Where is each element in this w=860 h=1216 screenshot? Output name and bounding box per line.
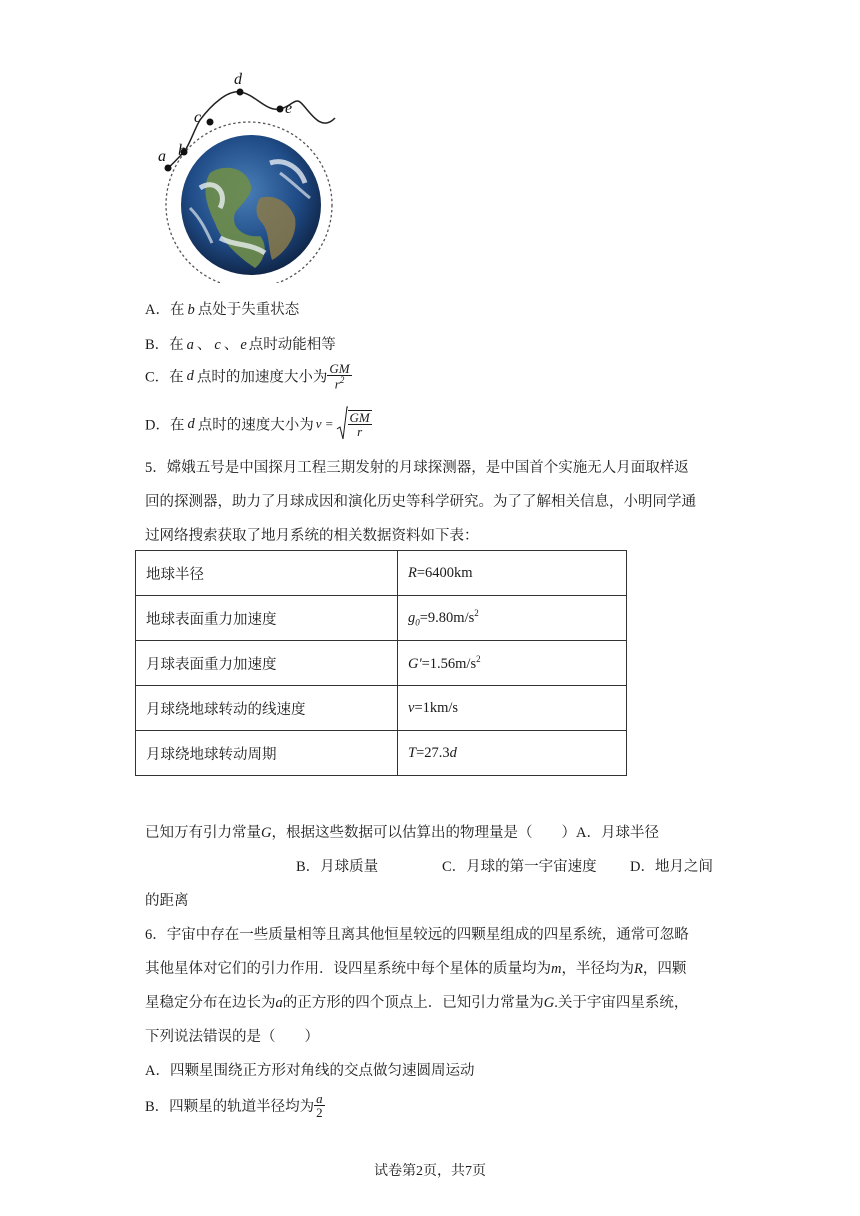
q5-option-b: B．月球质量 xyxy=(296,859,379,875)
q4-option-d: D．在 d 点时的速度大小为 v = $\frac{GM}{r}$ xyxy=(145,405,372,443)
table-row xyxy=(136,686,627,731)
table-row xyxy=(136,551,627,596)
earth-moon-data-table xyxy=(135,550,627,776)
fraction-gm-r2: $\frac{GM}{r^2}$ xyxy=(329,361,350,392)
table-cell-label: 地球表面重力加速度 xyxy=(136,596,398,641)
q5-line-1: 5．嫦娥五号是中国探月工程三期发射的月球探测器，是中国首个实施无人月面取样返 xyxy=(145,460,689,476)
label-b: b xyxy=(178,142,186,159)
q6-option-b: B．四颗星的轨道半径均为 $\frac{a}{2}$ xyxy=(145,1091,323,1120)
label-d: d xyxy=(234,71,242,88)
table-cell-value: R=6400km xyxy=(398,551,627,596)
table-row xyxy=(136,641,627,686)
point-a xyxy=(165,165,172,172)
table-cell-value: $g_0=9.80m/s^2$ xyxy=(398,596,627,641)
table-cell-label: 月球绕地球转动的线速度 xyxy=(136,686,398,731)
q5-line-2: 回的探测器，助力了月球成因和演化历史等科学研究。为了了解相关信息，小明同学通 xyxy=(145,494,696,510)
table-cell-value: $G'=1.56m/s^2$ xyxy=(398,641,627,686)
q4-option-b: B．在 a 、 c 、 e 点时动能相等 xyxy=(145,337,336,353)
table-cell-value: v=1km/s xyxy=(398,686,627,731)
q4-option-a: A．在 b 点处于失重状态 xyxy=(145,302,300,318)
table-row xyxy=(136,731,627,776)
label-c: c xyxy=(194,109,202,126)
q6-line-3: 星稳定分布在边长为a的正方形的四个顶点上．已知引力常量为G.关于宇宙四星系统， xyxy=(145,995,689,1011)
q5-option-d-cont: 的距离 xyxy=(145,893,189,909)
table-cell-label: 月球绕地球转动周期 xyxy=(136,731,398,776)
point-d xyxy=(237,89,244,96)
page-footer: 试卷第2页，共7页 xyxy=(374,1164,486,1179)
q6-line-4: 下列说法错误的是（ ） xyxy=(145,1029,319,1045)
label-a: a xyxy=(158,148,166,165)
q5-option-c: C．月球的第一宇宙速度 xyxy=(442,859,597,875)
q6-option-a: A．四颗星围绕正方形对角线的交点做匀速圆周运动 xyxy=(145,1063,475,1079)
q5-option-d: D．地月之间 xyxy=(630,859,713,875)
fraction-a-2: $\frac{a}{2}$ xyxy=(316,1091,323,1120)
q6-line-1: 6．宇宙中存在一些质量相等且离其他恒星较远的四颗星组成的四星系统，通常可忽略 xyxy=(145,927,689,943)
table-cell-value: T=27.3d xyxy=(398,731,627,776)
table-cell-label: 月球表面重力加速度 xyxy=(136,641,398,686)
q5-question: 已知万有引力常量G，根据这些数据可以估算出的物理量是（ ）A．月球半径 xyxy=(145,825,659,841)
q6-line-2: 其他星体对它们的引力作用．设四星系统中每个星体的质量均为m，半径均为R，四颗 xyxy=(145,961,687,977)
table-row xyxy=(136,596,627,641)
orbit-figure xyxy=(150,68,350,283)
point-e xyxy=(277,106,284,113)
point-c xyxy=(207,119,214,126)
q4-option-c: C．在 d 点时的加速度大小为 $\frac{GM}{r^2}$ xyxy=(145,361,350,392)
q5-line-3: 过网络搜索获取了地月系统的相关数据资料如下表： xyxy=(145,528,479,544)
sqrt-gm-r: $\frac{GM}{r}$ xyxy=(336,405,372,443)
label-e: e xyxy=(285,100,293,117)
table-cell-label: 地球半径 xyxy=(136,551,398,596)
